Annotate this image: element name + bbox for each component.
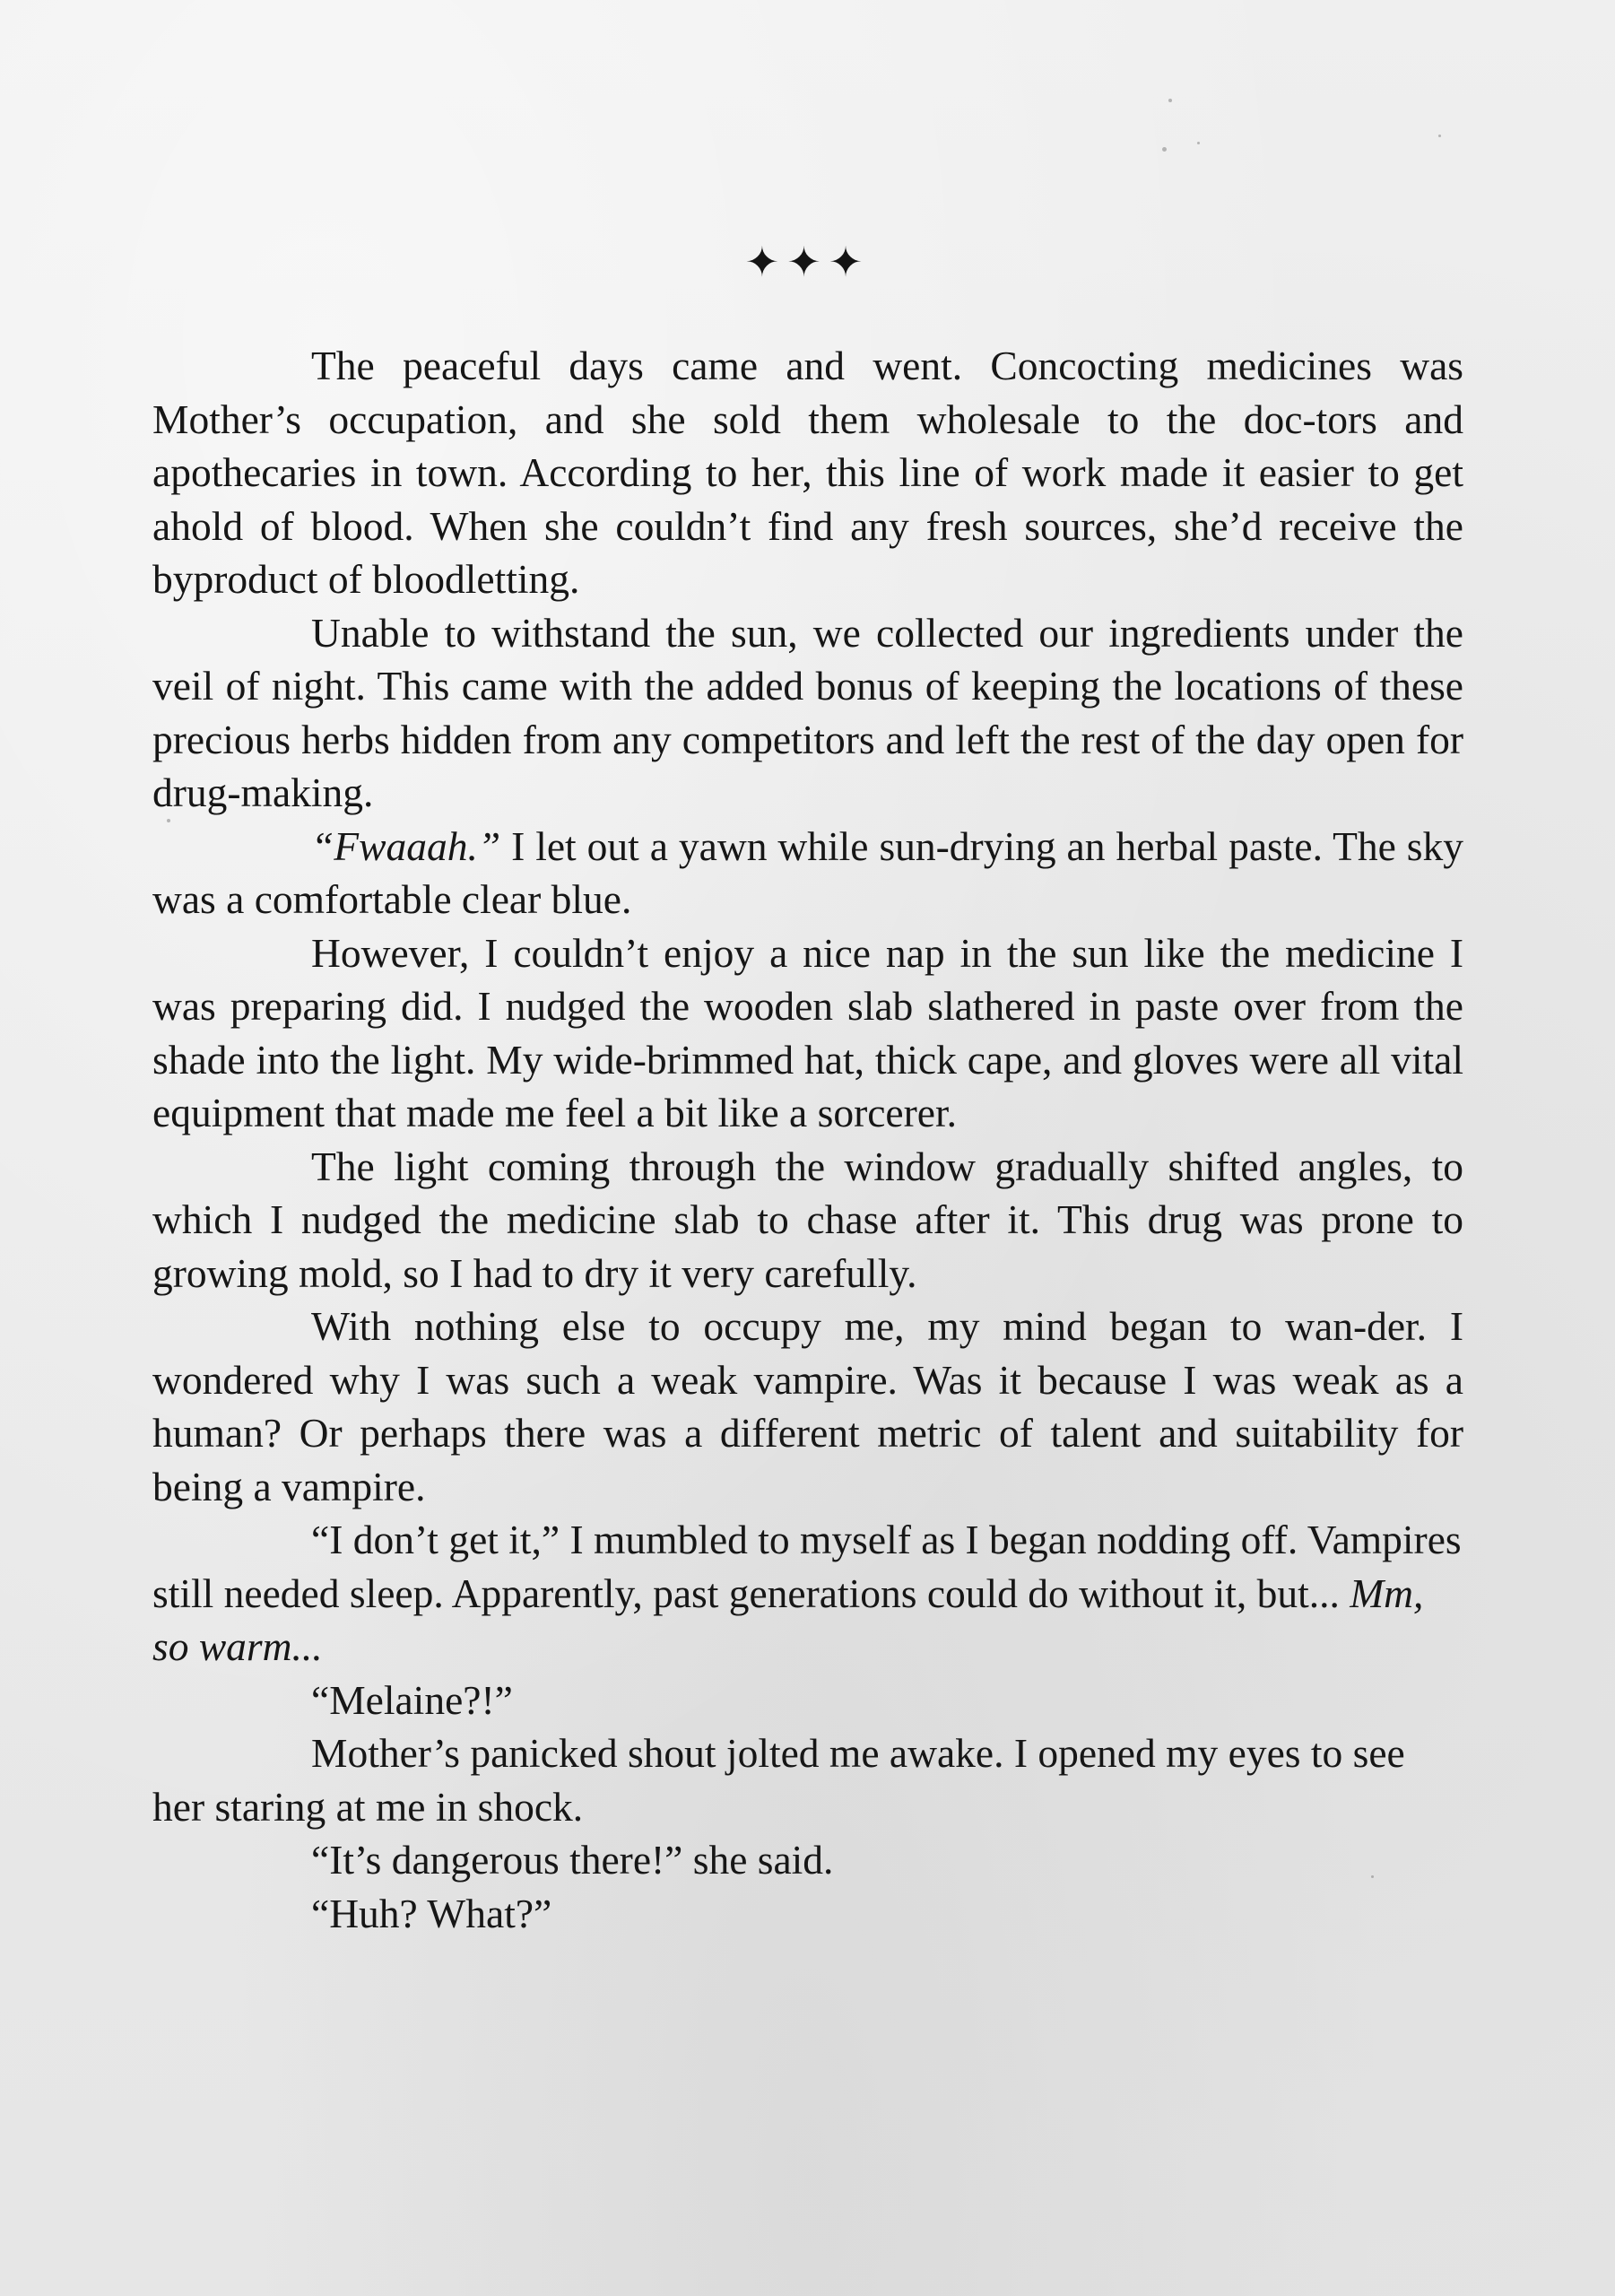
paragraph-text: “I don’t get it,” I mumbled to myself as I began nodding off. Vampires still needed sleep. Apparently, past generations could do without it, but... (152, 1517, 1462, 1616)
paragraph (152, 926, 1463, 1140)
paragraph-text: “Huh? What?” (311, 1890, 552, 1936)
paragraph-text: The light coming through the window gradually shifted angles, to which I nudged the medicine slab to chase after it. This drug was prone to growing mold, so I had to dry it very carefully. (152, 1143, 1463, 1296)
paper-speck (1197, 142, 1200, 144)
paper-speck (1438, 135, 1441, 137)
paragraph (152, 1887, 1463, 1941)
paragraph-text: “It’s dangerous there!” she said. (311, 1837, 834, 1883)
body-text (152, 339, 1463, 1940)
paper-speck (1162, 147, 1167, 152)
paragraph (152, 339, 1463, 606)
paragraph (152, 1674, 1463, 1727)
paragraph-text: The peaceful days came and went. Concocting medicines was Mother’s occupation, and she sold them wholesale to the doc-tors and apothecaries in town. According to her, this line of work made it easier to get ahold of blood. When she couldn’t find any fresh sources, she’d receive the byproduct of bloodletting. (152, 343, 1463, 602)
paragraph (152, 1300, 1463, 1513)
paragraph-text: “Melaine?!” (311, 1676, 513, 1723)
paragraph-text: Mother’s panicked shout jolted me awake. I opened my eyes to see her staring at me in shock. (152, 1730, 1405, 1830)
paragraph (152, 1833, 1463, 1887)
paragraph-italic-tail: Mm, so warm... (152, 1570, 1424, 1669)
paragraph-text: Unable to withstand the sun, we collected our ingredients under the veil of night. This came with the added bonus of keeping the locations of these precious herbs hidden from any competitors and left the rest of the day open for drug-making. (152, 609, 1463, 815)
paragraph (152, 820, 1463, 926)
paper-speck (1168, 99, 1172, 102)
paragraph-text: With nothing else to occupy me, my mind began to wan-der. I wondered why I was such a weak vampire. Was it because I was weak as a human? Or perhaps there was a different metric of talent and suitability for being a vampire. (152, 1303, 1463, 1509)
paragraph (152, 1140, 1463, 1300)
paragraph (152, 1726, 1463, 1833)
section-break-ornament: ✦✦✦ (744, 238, 871, 286)
paragraph (152, 1513, 1463, 1674)
paragraph-italic-lead: “Fwaaah.” (311, 822, 501, 869)
paragraph (152, 606, 1463, 820)
paragraph-text: I let out a yawn while sun-drying an herbal paste. The sky was a comfortable clear blue. (152, 822, 1463, 922)
paragraph-text: However, I couldn’t enjoy a nice nap in the sun like the medicine I was preparing did. I nudged the wooden slab slathered in paste over from the shade into the light. My wide-brimmed hat, thick cape, and gloves were all vital equipment that made me feel a bit like a sorcerer. (152, 929, 1463, 1135)
